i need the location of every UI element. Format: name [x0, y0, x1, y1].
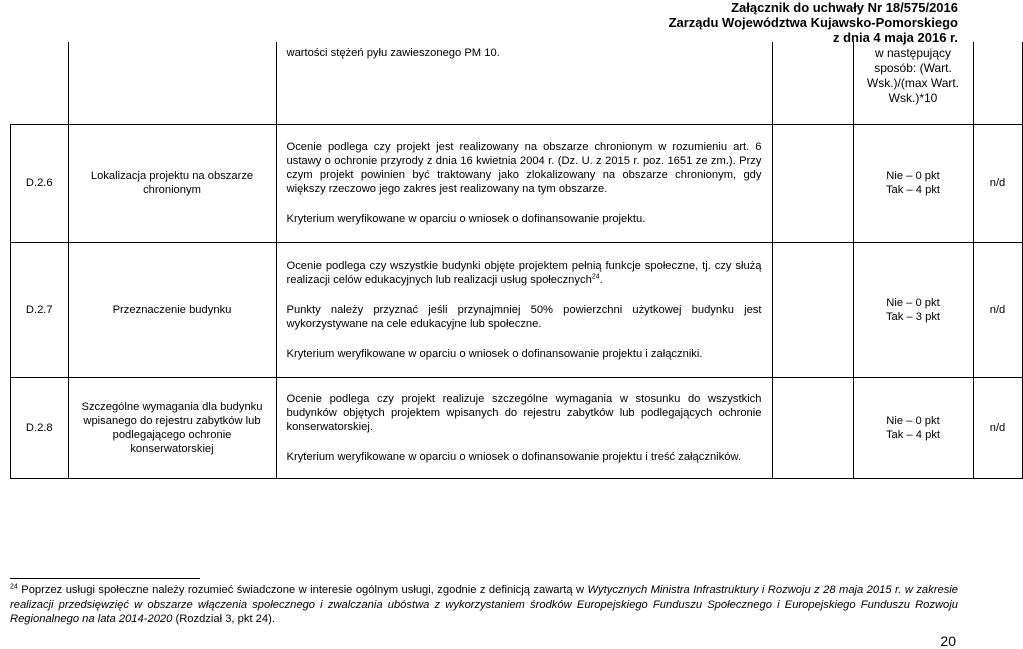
criterion-code: D.2.6	[11, 124, 69, 242]
score-yes: Tak – 4 pkt	[885, 184, 941, 196]
empty-cell	[772, 42, 853, 124]
table-row	[11, 242, 1023, 377]
criteria-table	[10, 42, 1023, 479]
header-line-1: Załącznik do uchwały Nr 18/575/2016	[731, 0, 958, 15]
footnote-text-c: (Rozdział 3, pkt 24).	[172, 613, 275, 625]
score-cell	[853, 377, 973, 478]
score-cell	[853, 242, 973, 377]
description-text	[287, 259, 762, 287]
continuation-text: wartości stężeń pyłu zawieszonego PM 10.	[286, 47, 500, 59]
criterion-name: Przeznaczenie budynku	[68, 242, 276, 377]
page-number: 20	[940, 633, 956, 649]
score-cell	[853, 124, 973, 242]
empty-cell	[11, 42, 69, 124]
empty-cell	[772, 124, 853, 242]
empty-cell	[772, 377, 853, 478]
footnote-number: 24	[10, 583, 18, 591]
table-row	[11, 377, 1023, 478]
description-text: Ocenie podlega czy projekt realizuje szczególne wymagania w stosunku do wszystkich budynków objętych projektem wpisanych do rejestru zabytków lub podlegających ochronie konserwatorskiej.	[286, 392, 762, 433]
description-text: Ocenie podlega czy projekt jest realizowany na obszarze chronionym w rozumieniu art. 6 ustawy o ochronie przyrody z dnia 16 kwietnia 2004 r. (Dz. U. z 2015 r. poz. 1651 ze zm.). Przy czym projekt powinien być traktowany jako zlokalizowany na obszarze chronionym, gdy większy rzeczowo jego zakres jest realizowany na tym obszarze.	[286, 141, 762, 195]
document-header	[669, 0, 958, 45]
continuation-formula	[853, 42, 973, 124]
score-no: Nie – 0 pkt	[886, 296, 940, 309]
criterion-description	[276, 377, 772, 478]
description-text-2: Punkty należy przyznać jeśli przynajmniej 50% powierzchni użytkowej budynku jest wykorzystywane na cele edukacyjne lub społeczne.	[286, 303, 762, 330]
empty-cell	[772, 242, 853, 377]
weight-cell: n/d	[973, 124, 1022, 242]
table-row	[11, 124, 1023, 242]
footnote	[10, 583, 958, 627]
verification-text: Kryterium weryfikowane w oparciu o wniosek o dofinansowanie projektu i treść załączników.	[286, 450, 742, 463]
criterion-code: D.2.7	[11, 242, 69, 377]
header-line-3: z dnia 4 maja 2016 r.	[832, 30, 958, 45]
footnote-text-a: Poprzez usługi społeczne należy rozumieć świadczone w interesie ogólnym usługi, zgodnie z definicją zawartą w	[21, 584, 588, 596]
criterion-name: Szczególne wymagania dla budynku wpisanego do rejestru zabytków lub podlegającego ochronie konserwatorskiej	[68, 377, 276, 478]
score-yes: Tak – 4 pkt	[885, 428, 941, 441]
criterion-name: Lokalizacja projektu na obszarze chronionym	[68, 124, 276, 242]
empty-cell	[68, 42, 276, 124]
formula-text: w następujący sposób: (Wart. Wsk.)/(max Wart. Wsk.)*10	[866, 46, 960, 105]
continuation-desc	[276, 42, 772, 124]
weight-cell: n/d	[973, 242, 1022, 377]
verification-text: Kryterium weryfikowane w oparciu o wniosek o dofinansowanie projektu.	[286, 213, 646, 225]
weight-cell: n/d	[973, 377, 1022, 478]
footnote-ref: 24	[591, 272, 600, 280]
score-yes: Tak – 3 pkt	[885, 310, 941, 323]
criterion-description	[276, 124, 772, 242]
description-end: .	[599, 273, 603, 286]
score-no: Nie – 0 pkt	[886, 170, 940, 182]
footnote-text-italic: Wytycznych Ministra Infrastruktury i Rozwoju z 28 maja 2015 r. w zakresie realizacji przedsięwzięć w obszarze włączenia społecznego i zwalczania ubóstwa z wykorzystaniem środków Europejskiego Funduszu Społecznego i Europejskiego Funduszu Rozwoju Regionalnego na lata 2014-2020	[10, 584, 958, 625]
footnote-separator	[10, 578, 200, 579]
criterion-code: D.2.8	[11, 377, 69, 478]
empty-cell	[973, 42, 1022, 124]
header-line-2: Zarządu Województwa Kujawsko-Pomorskiego	[668, 15, 958, 30]
criterion-description	[276, 242, 772, 377]
score-no: Nie – 0 pkt	[886, 414, 940, 427]
description-main: Ocenie podlega czy wszystkie budynki objęte projektem pełnią funkcje społeczne, tj. czy służą realizacji celów edukacyjnych lub realizacji usług społecznych	[286, 259, 762, 286]
verification-text: Kryterium weryfikowane w oparciu o wniosek o dofinansowanie projektu i załączniki.	[286, 347, 703, 360]
